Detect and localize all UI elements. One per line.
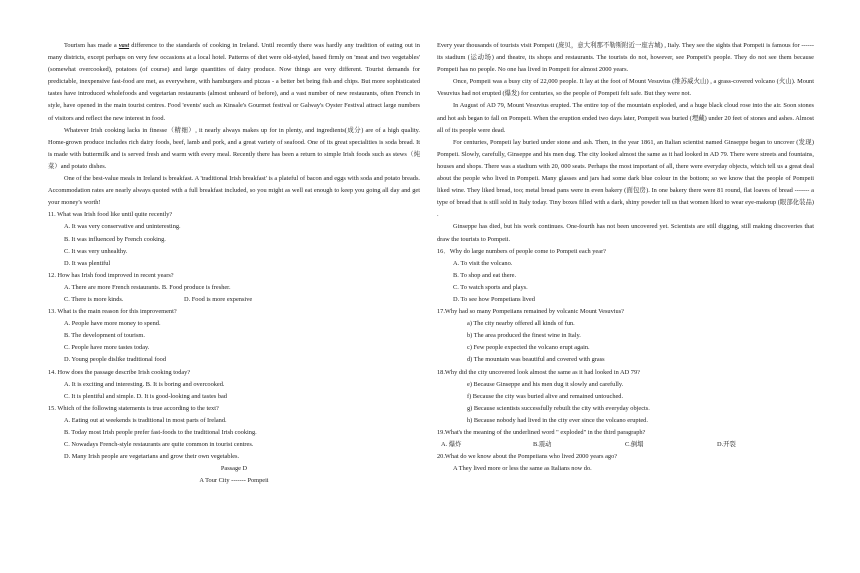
option-11b: B. It was influenced by French cooking.	[64, 235, 166, 243]
option-12ab: A. There are more French restaurants. B. Food produce is fresher.	[64, 283, 231, 291]
passage-c-paragraph-2: Whatever Irish cooking lacks in finesse（精细）, it nearly always makes up for in plenty, and ingredients(成分) are of a high quality. Home-grown produce includes rich dairy foods, beef, lamb and pork, and a great variety of seafood. One of its great specialities is soda bread. It is made with buttermilk and is served fresh and warm with every meal. Recently there has been a return to simple Irish foods such as stews（炖菜）and potato dishes.	[48, 126, 420, 170]
option-19b: B.震动	[533, 441, 552, 449]
option-17a: a) The city nearby offered all kinds of fun.	[467, 320, 575, 328]
option-18f: f) Because the city was buried alive and remained untouched.	[467, 392, 624, 400]
question-18: 18.Why did the city uncovered look almost the same as it had looked in AD 79?	[437, 368, 640, 376]
option-11a: A. It was very conservative and uninteresting.	[64, 223, 181, 231]
option-18e: e) Because Ginseppe and his men dug it slowly and carefully.	[467, 380, 624, 388]
option-16a: A. To visit the volcano.	[453, 259, 513, 267]
option-16b: B. To shop and eat there.	[453, 271, 517, 279]
option-11d: D. It was plentiful	[64, 259, 111, 267]
question-19: 19.What's the meaning of the underlined word " exploded" in the third paragraph?	[437, 429, 646, 436]
text: Tourism has made a	[64, 42, 119, 49]
option-12c: C. There is more kinds.	[64, 295, 124, 303]
right-column	[437, 40, 814, 475]
option-13d: D. Young people dislike traditional food	[64, 356, 167, 364]
question-13: 13. What is the main reason for this improvement?	[48, 308, 177, 316]
option-15b: B. Today most Irish people prefer fast-foods to the traditional Irish cooking.	[64, 429, 257, 436]
option-17b: b) The area produced the finest wine in Italy.	[467, 332, 581, 340]
option-16d: D. To see how Pompeiians lived	[453, 295, 535, 303]
option-12cd	[48, 294, 420, 306]
option-19d: D.开裂	[717, 441, 736, 449]
option-11c: C. It was very unhealthy.	[64, 247, 128, 255]
option-17c: c) Few people expected the volcano erupt again.	[467, 344, 590, 352]
option-14ab: A. It is exciting and interesting. B. It is boring and overcooked.	[64, 380, 225, 388]
question-14: 14. How does the passage describe Irish cooking today?	[48, 368, 191, 376]
passage-d-heading: Passage D	[220, 465, 248, 473]
underlined-word: vast	[118, 42, 130, 49]
option-14cd: C. It is plentiful and simple. D. It is good-looking and tastes bad	[64, 392, 227, 400]
question-20: 20.What do we know about the Pompeiians who lived 2000 years ago?	[437, 453, 618, 461]
question-16: 16．Why do large numbers of people come to Pompeii each year?	[437, 247, 606, 255]
question-12: 12. How has Irish food improved in recent years?	[48, 271, 174, 279]
option-18h: h) Because nobody had lived in the city ever since the volcano erupted.	[467, 416, 648, 424]
option-19c: C.倒塌	[625, 441, 644, 449]
option-15c: C. Nowadays French-style restaurants are quite common in tourist centres.	[64, 441, 254, 449]
passage-d-paragraph-5: Ginseppe has died, but his work continues. One-fourth has not been uncovered yet. Scientists are still digging, still making discoveries that draw the tourists to Pompeii.	[437, 223, 814, 243]
option-13a: A. People have more money to spend.	[64, 320, 161, 328]
left-column	[48, 40, 420, 487]
option-19a: A. 爆炸	[441, 441, 462, 449]
option-12d: D. Food is more expensive	[184, 295, 253, 303]
passage-c-paragraph-1	[48, 40, 420, 125]
question-11: 11. What was Irish food like until quite recently?	[48, 211, 173, 219]
question-15: 15. Which of the following statements is true according to the text?	[48, 404, 219, 412]
option-17d: d) The mountain was beautiful and covered with grass	[467, 356, 605, 364]
passage-c-paragraph-3: One of the best-value meals in Ireland is breakfast. A 'traditional Irish breakfast' is a plateful of bacon and eggs with soda and potato breads. Accommodation rates are nearly always quoted with a full breakfast included, so you might as well eat enough to keep you going all day and get your money's worth!	[48, 175, 420, 207]
option-20a: A They lived more or less the same as Italians now do.	[453, 465, 592, 473]
options-19	[437, 439, 814, 451]
passage-d-paragraph-2: Once, Pompeii was a busy city of 22,000 people. It lay at the foot of Mount Vesuvius (维苏威火山) , a grass-covered volcano (火山). Mount Vesuvius had not erupted (爆发) for centuries, so the people of Pompeii felt safe. But they were not.	[437, 78, 814, 98]
passage-d-paragraph-1: Every year thousands of tourists visit Pompeii (庞贝，意大利那不勒斯附近一座古城) , Italy. They see the sights that Pompeii is famous for ------ its stadium (运动场) and theatre, its shops and restaurants. The tourists do not, however, see Pompeii's people. They do not see them because Pompeii has no people. No one has lived in Pompeii for almost 2000 years.	[437, 42, 814, 74]
question-17: 17.Why had so many Pompeiians remained by volcanic Mount Vesuvius?	[437, 308, 624, 316]
option-18g: g) Because scientists successfully rebuilt the city with everyday objects.	[467, 404, 650, 412]
option-13b: B. The development of tourism.	[64, 332, 145, 340]
option-13c: C. People have more tastes today.	[64, 344, 150, 352]
passage-d-paragraph-3: In August of AD 79, Mount Vesuvius erupted. The entire top of the mountain exploded, and a huge black cloud rose into the air. Soon stones and hot ash began to fall on Pompeii. When the eruption ended two days later, Pompeii was buried (埋藏) under 20 feet of stones and ashes. Almost all of its people were dead.	[437, 102, 814, 134]
option-15a: A. Eating out at weekends is traditional in most parts of Ireland.	[64, 416, 227, 424]
passage-d-paragraph-4: For centuries, Pompeii lay buried under stone and ash. Then, in the year 1861, an Italian scientist named Ginseppe began to uncover (发现) Pompeii. Slowly, carefully, Ginseppe and his men dug. The city looked almost the same as it had looked in AD 79. There were streets and fountains, houses and shops. There was a stadium with 20, 000 seats. Perhaps the most important of all, there were everyday objects, which tell us a great deal about the people who lived in Pompeii. Many glasses and jars had some dark blue colour in the bottom; so we know that the people of Pompeii liked wine. They liked bread, too; metal bread pans were in even bakery (面包房). In one bakery there were 81 round, flat loaves of bread ------- a type of bread that is still sold in Italy today. Tiny boxes filled with a dark, shiny powder tell us that women liked to wear eye-makeup (眼部化装品) .	[437, 138, 814, 219]
text: difference to the standards of cooking in Ireland. Until recently there was hardly any tradition of eating out in many districts, except perhaps on very few occasions at a local hotel. Patterns of diet were old-styled, based firmly on 'meat and two vegetables' (somewhat overcooked), potatoes (of course) and large quantities of dairy produce. Now things are very different. Tourist demands for predictable, inexpensive fast-food are met, as everywhere, with hamburgers and pizzas - a better bet being fish and chips. But more sophisticated tastes have introduced wholefoods and vegetarian restaurants (almost unheard of before), and a vast number of new restaurants, often French in style, have opened in the main tourist centres. Food 'events' such as Kinsale's Gourmet festival or Galway's Oyster Festival attract large numbers of visitors and reflect the new interest in food.	[48, 42, 420, 122]
option-15d: D. Many Irish people are vegetarians and grow their own vegetables.	[64, 453, 240, 461]
option-16c: C. To watch sports and plays.	[453, 283, 528, 291]
passage-d-title: A Tour City ------- Pompeii	[199, 477, 269, 485]
